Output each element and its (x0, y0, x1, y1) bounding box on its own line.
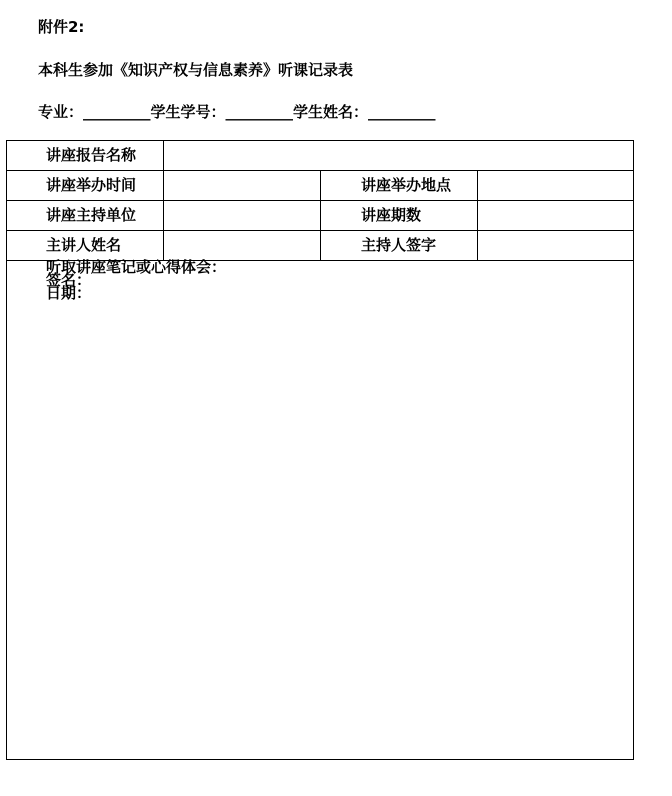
label-host-signature: 主持人签字 (321, 231, 478, 260)
lecture-record-table (6, 140, 634, 760)
date-label: 日期： (46, 284, 92, 302)
field-host-unit[interactable] (164, 201, 321, 230)
label-speaker-name: 主讲人姓名 (7, 231, 164, 260)
label-lecture-location: 讲座举办地点 (321, 171, 478, 200)
table-row-speaker-signature (7, 231, 633, 261)
field-speaker-name[interactable] (164, 231, 321, 260)
table-row-time-location (7, 171, 633, 201)
field-lecture-location[interactable] (478, 171, 633, 200)
label-host-unit: 讲座主持单位 (7, 201, 164, 230)
field-lecture-title[interactable] (164, 141, 633, 170)
student-info-line: 专业：_________学生学号：_________学生姓名：_________ (38, 103, 436, 121)
field-host-signature[interactable] (478, 231, 633, 260)
label-lecture-time: 讲座举办时间 (7, 171, 164, 200)
label-session-number: 讲座期数 (321, 201, 478, 230)
label-lecture-title: 讲座报告名称 (7, 141, 164, 170)
table-row-lecture-title (7, 141, 633, 171)
field-lecture-time[interactable] (164, 171, 321, 200)
field-session-number[interactable] (478, 201, 633, 230)
form-title: 本科生参加《知识产权与信息素养》听课记录表 (38, 61, 354, 79)
notes-area[interactable] (46, 258, 227, 302)
notes-label: 听取讲座笔记或心得体会： (46, 258, 227, 276)
signature-label: 签名： (46, 271, 92, 289)
table-row-host-session (7, 201, 633, 231)
attachment-label: 附件2: (38, 18, 85, 36)
